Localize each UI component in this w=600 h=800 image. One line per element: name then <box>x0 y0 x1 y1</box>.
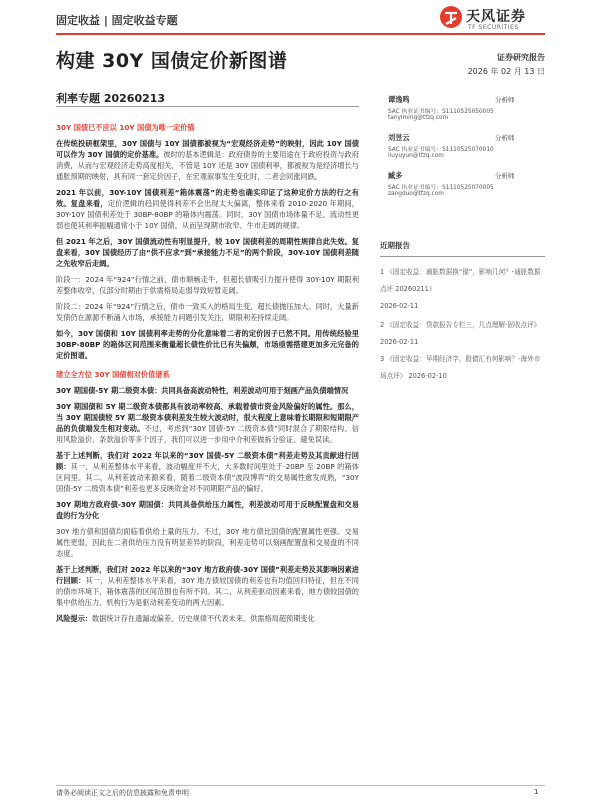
body-paragraph: 但 2021 年之后，30Y 国债流动性有明显提升，较 10Y 国债利差的周期性规律自此失效。复盘来看，30Y 国债经历了由“供不应求”到“承接能力不足”的两个阶段，30Y-10Y 国债利差随之先收窄后走阔。 <box>56 237 359 268</box>
report-title: 构建 30Y 国债定价新图谱 <box>56 50 288 72</box>
recent-divider <box>380 256 545 257</box>
body-paragraph: 在传统投研框架里，30Y 国债与 10Y 国债都被视为“宏观经济走势”的映射，因此 10Y 国债可以作为 30Y 国债的定价基准。彼时的基本逻辑是：政府债券的主要用途在于政府投资与政府消费，从而与宏观经济走势高度相关，不管是 10Y 还是 30Y 国债利率，都被视为是经济增长与通胀预期的映射，具有同一套定价因子，在宏观叙事发生变化时，二者会同涨同跌。 <box>56 139 359 181</box>
analyst-cert: SAC 执业证书编号：S1110525070010 <box>388 147 494 153</box>
report-subtitle: 利率专题 20260213 <box>56 92 166 105</box>
section-highlight: 建立全方位 30Y 国债相对价值谱系 <box>56 370 170 379</box>
analyst-email[interactable]: tanyiming@tfzq.com <box>388 115 449 121</box>
recent-reports-list <box>380 264 545 385</box>
analyst-cert: SAC 执业证书编号：S1110525050005 <box>388 109 494 115</box>
recent-reports-title: 近期报告 <box>380 241 410 250</box>
tf-logo-icon <box>438 4 464 30</box>
report-body <box>56 114 359 624</box>
section-highlight: 30Y 国债已不应以 10Y 国债为唯一定价锚 <box>56 123 195 132</box>
body-paragraph: 阶段一：2024 年“924”行情之前，债市顺畅走牛，但超长债吸引力提升使得 30Y-10Y 期限利差整体收窄，仅部分时期由于供需格局走弱导致短暂走阔。 <box>56 275 359 295</box>
company-logo <box>438 4 548 36</box>
analyst-cert: SAC 执业证书编号：S1110525070005 <box>388 185 494 191</box>
report-type: 证券研究报告 <box>497 53 545 62</box>
footer-divider <box>56 785 545 786</box>
body-paragraph: 30Y 地方债和国债均面临着供给上量的压力。不过，30Y 地方债比国债的配置属性更强、交易属性更弱，因此在二者供给压力没有明显差异的阶段，利差走势可以刻画配置盘和交易盘的不同态度。 <box>56 527 359 558</box>
report-date: 2026 年 02 月 13 日 <box>467 67 545 76</box>
logo-text-en: TF SECURITIES <box>468 24 519 31</box>
analyst-card <box>380 95 545 133</box>
recent-report-link[interactable]: 3 《固定收益：早期经济学，股债汇有何影响？-海外市场点评》 2026-02-10 <box>380 355 541 380</box>
recent-report-date: 2026-02-11 <box>380 302 419 310</box>
analyst-email[interactable]: zangduo@tfzq.com <box>388 191 444 197</box>
analyst-role: 分析师 <box>495 96 515 104</box>
logo-text-cn: 天风证券 <box>466 9 526 25</box>
analyst-name: 臧多 <box>388 171 403 180</box>
recent-report-link[interactable]: 2 《固定收益：贷款报告专栏三，几点理解-固收点评》 2026-02-11 <box>380 321 541 346</box>
page-number: 1 <box>534 788 539 796</box>
analyst-role: 分析师 <box>495 134 515 142</box>
footer-disclaimer: 请务必阅读正文之后的信息披露和免责申明 <box>56 789 189 797</box>
analyst-email[interactable]: liuyuyun@tfzq.com <box>388 153 444 159</box>
body-paragraph: 如今，30Y 国债和 10Y 国债利率走势的分化意味着二者的定价因子已然不同。用传统经验里 30BP-80BP 的箱体区间范围来衡量超长债性价比已有失偏颇，市场亟需搭建更加多元完备的定价图谱。 <box>56 329 359 360</box>
analyst-name: 刘昱云 <box>388 133 410 142</box>
analyst-name: 谭逸鸣 <box>388 95 410 104</box>
body-paragraph: 基于上述判断，我们对 2022 年以来的“30Y 国债-5Y 二级资本债”利差走势及其贡献进行回顾：其一，从利差整体水平来看，波动幅度并不大，大多数时间里处于-20BP 至 20BP 的箱体区间里。其二，从利差波动来源来看，随着二级资本债“波段博弈”的交易属性愈发成熟，“30Y 国债-5Y 二级资本债”利差也更多反映资金对不同期限产品的偏好。 <box>56 451 359 493</box>
body-paragraph: 30Y 期国债和 5Y 期二级资本债都具有波动率较高、承载着债市资金风险偏好的属性。那么，当 30Y 期国债较 5Y 期二级资本债利差发生较大波动时，很大程度上意味着长期限和短期限产品的负债端发生相对变动。不过，考虑到“30Y 国债-5Y 二级资本债”同时混合了期限结构、信用风险溢价、条款溢价等多个因子，我们可以进一步用中介利差做拆分验证、避免误读。 <box>56 402 359 444</box>
analyst-card <box>380 171 545 209</box>
body-paragraph: 阶段二：2024 年“924”行情之后，债市一致买入的格局生变，超长债抛压加大。同时，大量新发债仍在源源不断涌入市场，承接能力问题引发关注，期限利差持续走阔。 <box>56 302 359 322</box>
analyst-role: 分析师 <box>495 172 515 180</box>
body-paragraph: 30Y 期国债-5Y 期二级资本债：共同具备高波动特性，利差波动可用于刻画产品负债端情况 <box>56 386 349 395</box>
body-paragraph: 30Y 期地方政府债-30Y 期国债：共同具备供给压力属性，利差波动可用于反映配置盘和交易盘的行为分化 <box>56 500 359 520</box>
report-category: 固定收益 | 固定收益专题 <box>56 14 178 27</box>
recent-report-link[interactable]: 1 《固定收益：通胀数据换“锚”，影响几何？-通胀数据点评 20260211》 <box>380 268 541 293</box>
subtitle-divider <box>56 106 359 107</box>
analyst-card <box>380 133 545 171</box>
analyst-list <box>380 95 545 209</box>
body-paragraph: 基于上述判断，我们对 2022 年以来的“30Y 地方政府债-30Y 国债”利差走势及其影响因素进行回顾：其一，从利差整体水平来看，30Y 地方债较国债的利差也有均值回归特征，但在不同的债市环境下，箱体震荡的区间范围也有所不同。其二，从利差驱动因素来看，地方债较国债的集中供给压力、机构行为是驱动利差变动的两大因素。 <box>56 565 359 607</box>
header-divider <box>56 33 545 35</box>
risk-warning: 风险提示：数据统计存在遗漏或偏差、历史规律不代表未来、供需格局超预期变化 <box>56 614 315 623</box>
body-paragraph: 2021 年以前，30Y-10Y 国债利差“箱体震荡”的走势也确实印证了这种定价方法的行之有效。复盘来看，定价逻辑的趋同使得利差不会出现太大偏离，整体来看 2010-2020 年期间，30Y-10Y 国债利差处于 30BP-80BP 的箱体内震荡。同时，30Y 国债市场体量不足、流动性更弱也使其利率振幅通常小于 10Y 国债，从而呈现期市收窄、牛市走阔的规律。 <box>56 188 359 230</box>
